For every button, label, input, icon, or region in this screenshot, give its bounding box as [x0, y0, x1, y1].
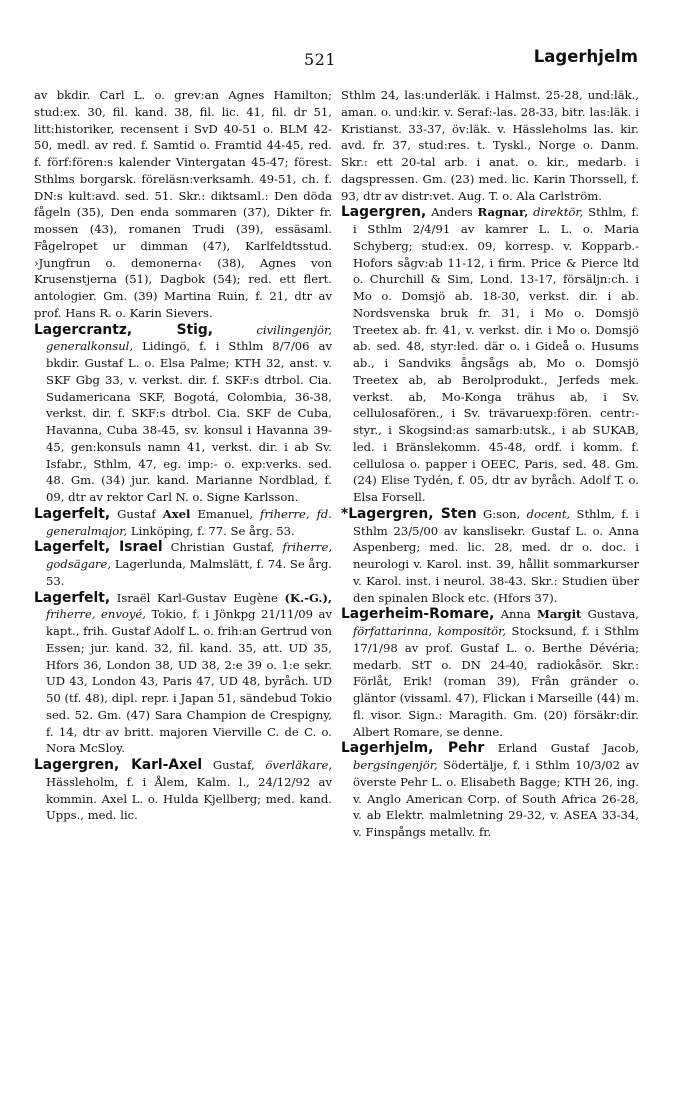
entry-text: Lidingö, f. i Sthlm 8/7/06 av bkdir. Gustaf L. o. Elsa Palme; KTH 32, anst. v. SKF Gbg 33, v. verkst. dir. f. SKF:s dtrbol. Cia. Sudamericana SKF, Bogotá, Colombia, 36-38, verkst. dir. f. SKF:s dtrbol. Cia. SKF de Cuba, Havanna, Cuba 38-45, sv. konsul i Havanna 39-45, gen:konsuls namn 41, verkst. dir. i ab Sv. Isfabr., Sthlm, 47, eg. imp:- o. exp:verks. sed. 48. Gm. (34) jur. kand. Marianne Nordblad, f. 09, dtr av rektor Carl N. o. Signe Karlsson. [46, 339, 332, 504]
entry-text: Hässleholm, f. i Ålem, Kalm. l., 24/12/92 av kommin. Axel L. o. Hulda Kjellberg; med. kand. Upps., med. lic. [46, 774, 332, 823]
entry-text: Anna [494, 607, 538, 622]
entry-text: Stocksund, f. i Sthlm 17/1/98 av prof. Gustaf L. o. Berthe Dévéria; medarb. StT o. DN 24-40, radiokåsör. Skr.: Förlåt, Erik! (roman 39), Från gränder o. gläntor (vissaml. 47), Flickan i Marseille (44) m. fl. visor. Sign.: Maragith. Gm. (20) försäkr:dir. Albert Romare, se denne. [353, 624, 639, 739]
entry-text: Sthlm, f. i Sthlm 23/5/00 av kanslisekr. Gustaf L. o. Anna Aspenberg; med. lic. 28, med. dr o. doc. i neurologi v. Karol. inst. 39, hållit sommarkurser v. Karol. inst. i neurol. 38-43. Skr.: Studien über den spinalen Block etc. (Hfors 37). [353, 506, 639, 605]
biography-entry [34, 506, 332, 540]
entry-text [213, 323, 256, 337]
entry-title: författarinna, kompositör, [353, 624, 507, 638]
entry-name: Lagerfelt, [34, 589, 111, 606]
entry-text: Lagerlunda, Malmslätt, f. 74. Se årg. 53. [46, 557, 332, 588]
biography-entry [341, 506, 639, 607]
biography-entry [34, 757, 332, 824]
entry-text: Emanuel, [190, 506, 261, 521]
entry-title: friherre, envoyé, [46, 607, 146, 622]
entry-callname: (K.-G.), [284, 590, 332, 605]
entry-name: Lagerfelt, Israel [34, 539, 163, 556]
entry-name: Lagergren, [341, 204, 427, 221]
biography-entry [34, 539, 332, 589]
entry-text: av bkdir. Carl L. o. grev:an Agnes Hamilton; stud:ex. 30, fil. kand. 38, fil. lic. 41, fil. dr 51, litt:historiker, recensent i SvD 40-51 o. BLM 42-50, medl. av red. f. Samtid o. Framtid 44-45, red. f. förf:fören:s kalender Vintergatan 45-47; förest. Sthlms borgarsk. föreläsn:verksamh. 49-51, ch. f. DN:s kult:avd. sed. 51. Skr.: diktsaml.: Den döda fågeln (35), Den enda sommaren (37), Dikter fr. mossen (43), romanen Trudi (39), essäsaml. Fågelropet ur dimman (47), Karlfeldtsstud. ›Jungfrun o. demonerna‹ (38), Agnes von Krusenstjerna (51), Dagbok (54); red. ett flert. antologier. Gm. (39) Martina Ruin, f. 21, dtr av prof. Hans R. o. Karin Sievers. [34, 88, 332, 320]
entry-name: Lagerhjelm, Pehr [341, 740, 485, 757]
entry-title: friherre, godsägare, [46, 540, 332, 571]
entry-text: Tokio, f. i Jönkpg 21/11/09 av kapt., frih. Gustaf Adolf L. o. frih:an Gertrud von Essen; jur. kand. 32, fil. kand. 35, att. UD 35, Hfors 36, London 38, UD 38, 2:e 39 o. 1:e sekr. UD 43, London 43, Paris 47, UD 48, byråch. UD 50 (tf. 48), dipl. repr. i Japan 51, sändebud Tokio sed. 52. Gm. (47) Sara Champion de Crespigny, f. 14, dtr av britt. majoren Vierville C. de C. o. Nora McSloy. [46, 607, 332, 756]
entry-title: överläkare, [265, 758, 333, 772]
entry-text: Anders [426, 205, 478, 220]
biography-entry [34, 322, 332, 506]
entry-text: Christian Gustaf, [162, 540, 283, 555]
entry-text: Erland Gustaf Jacob, [484, 741, 640, 756]
entry-text: Israël Karl-Gustav Eugène [110, 590, 285, 605]
entry-continuation [341, 87, 639, 204]
right-column [341, 87, 639, 841]
entry-title: friherre, fd. generalmajor, [46, 506, 332, 538]
entry-text: G:son, [476, 506, 527, 521]
entry-text: Sthlm, f. i Sthlm 2/4/91 av kamrer L. L. o. Maria Schyberg; stud:ex. 09, korresp. v. Kopparb.-Hofors sågv:ab 11-12, i firm. Price & Pierce ltd o. Churchill & Sim, Lond. 13-17, försäljn:ch. i Mo o. Domsjö ab. 18-30, verkst. dir. i ab. Nordsvenska bruk fr. 31, i Mo o. Domsjö Treetex ab. fr. 41, v. verkst. dir. i Mo o. Domsjö ab. sed. 48, styr:led. där o. i Gideå o. Husums ab., i Sandviks ångsågs ab, Mo o. Domsjö Treetex ab, ab Berolprodukt., Jerfeds mek. verkst. ab, Mo-Konga trähus ab, i Sv. cellulosafören., i Sv. trävaruexp:fören. centr:-styr., i Skogsind:as samarb:utsk., i ab SUKAB, led. i Bränslekomm. 45-48, ordf. i komm. f. cellulosa o. papper i OEEC, Paris, sed. 48. Gm. (24) Elise Tydén, f. 05, dtr av byråch. Adolf T. o. Elsa Forsell. [353, 205, 640, 504]
entry-title: direktör, [533, 205, 584, 220]
entry-callname: Margit [537, 607, 582, 622]
entry-title: civilingenjör, generalkonsul, [46, 322, 332, 354]
entry-title: bergsingenjör, [353, 758, 438, 772]
entry-text: Sthlm 24, las:underläk. i Halmst. 25-28, und:läk., aman. o. und:kir. v. Seraf:-las. 28-33, bitr. las:läk. i Kristianst. 33-37, öv:läk. v. Hässleholms las. kir. avd. fr. 37, stud:res. t. Tyskl., Norge o. Danm. Skr.: ett 20-tal arb. i anat. o. kir., medarb. i dagspressen. Gm. (23) med. lic. Karin Thorssell, f. 93, dtr av distr:vet. Aug. T. o. Ala Carlström. [341, 88, 639, 203]
page-number: 521 [304, 50, 337, 69]
entry-name: *Lagergren, Sten [341, 505, 477, 522]
entry-name: Lagercrantz, Stig, [34, 321, 213, 338]
entry-text: Gustava, [581, 607, 639, 622]
entry-name: Lagerheim-Romare, [341, 606, 495, 623]
biography-entry [341, 606, 639, 740]
entry-callname: Axel [162, 506, 191, 521]
biography-entry [34, 590, 332, 758]
biography-entry [341, 204, 639, 506]
entry-title: docent, [526, 506, 571, 521]
entry-name: Lagergren, Karl-Axel [34, 757, 203, 773]
entry-text: Gustaf, [202, 758, 266, 772]
entry-callname: Ragnar, [477, 205, 529, 220]
entry-text: Södertälje, f. i Sthlm 10/3/02 av överste Pehr L. o. Elisabeth Bagge; KTH 26, ing. v. Anglo American Corp. of South Africa 26-28, v. ab Elektr. malmletning 29-32, v. ASEA 33-34, v. Finspångs metallv. fr. [353, 758, 639, 839]
running-head: Lagerhjelm [533, 47, 638, 66]
entry-text: Linköping, f. 77. Se årg. 53. [127, 523, 295, 538]
entry-name: Lagerfelt, [34, 505, 111, 522]
entry-continuation [34, 87, 332, 322]
biography-entry [341, 740, 639, 841]
left-column [34, 87, 332, 824]
entry-text: Gustaf [110, 506, 163, 521]
